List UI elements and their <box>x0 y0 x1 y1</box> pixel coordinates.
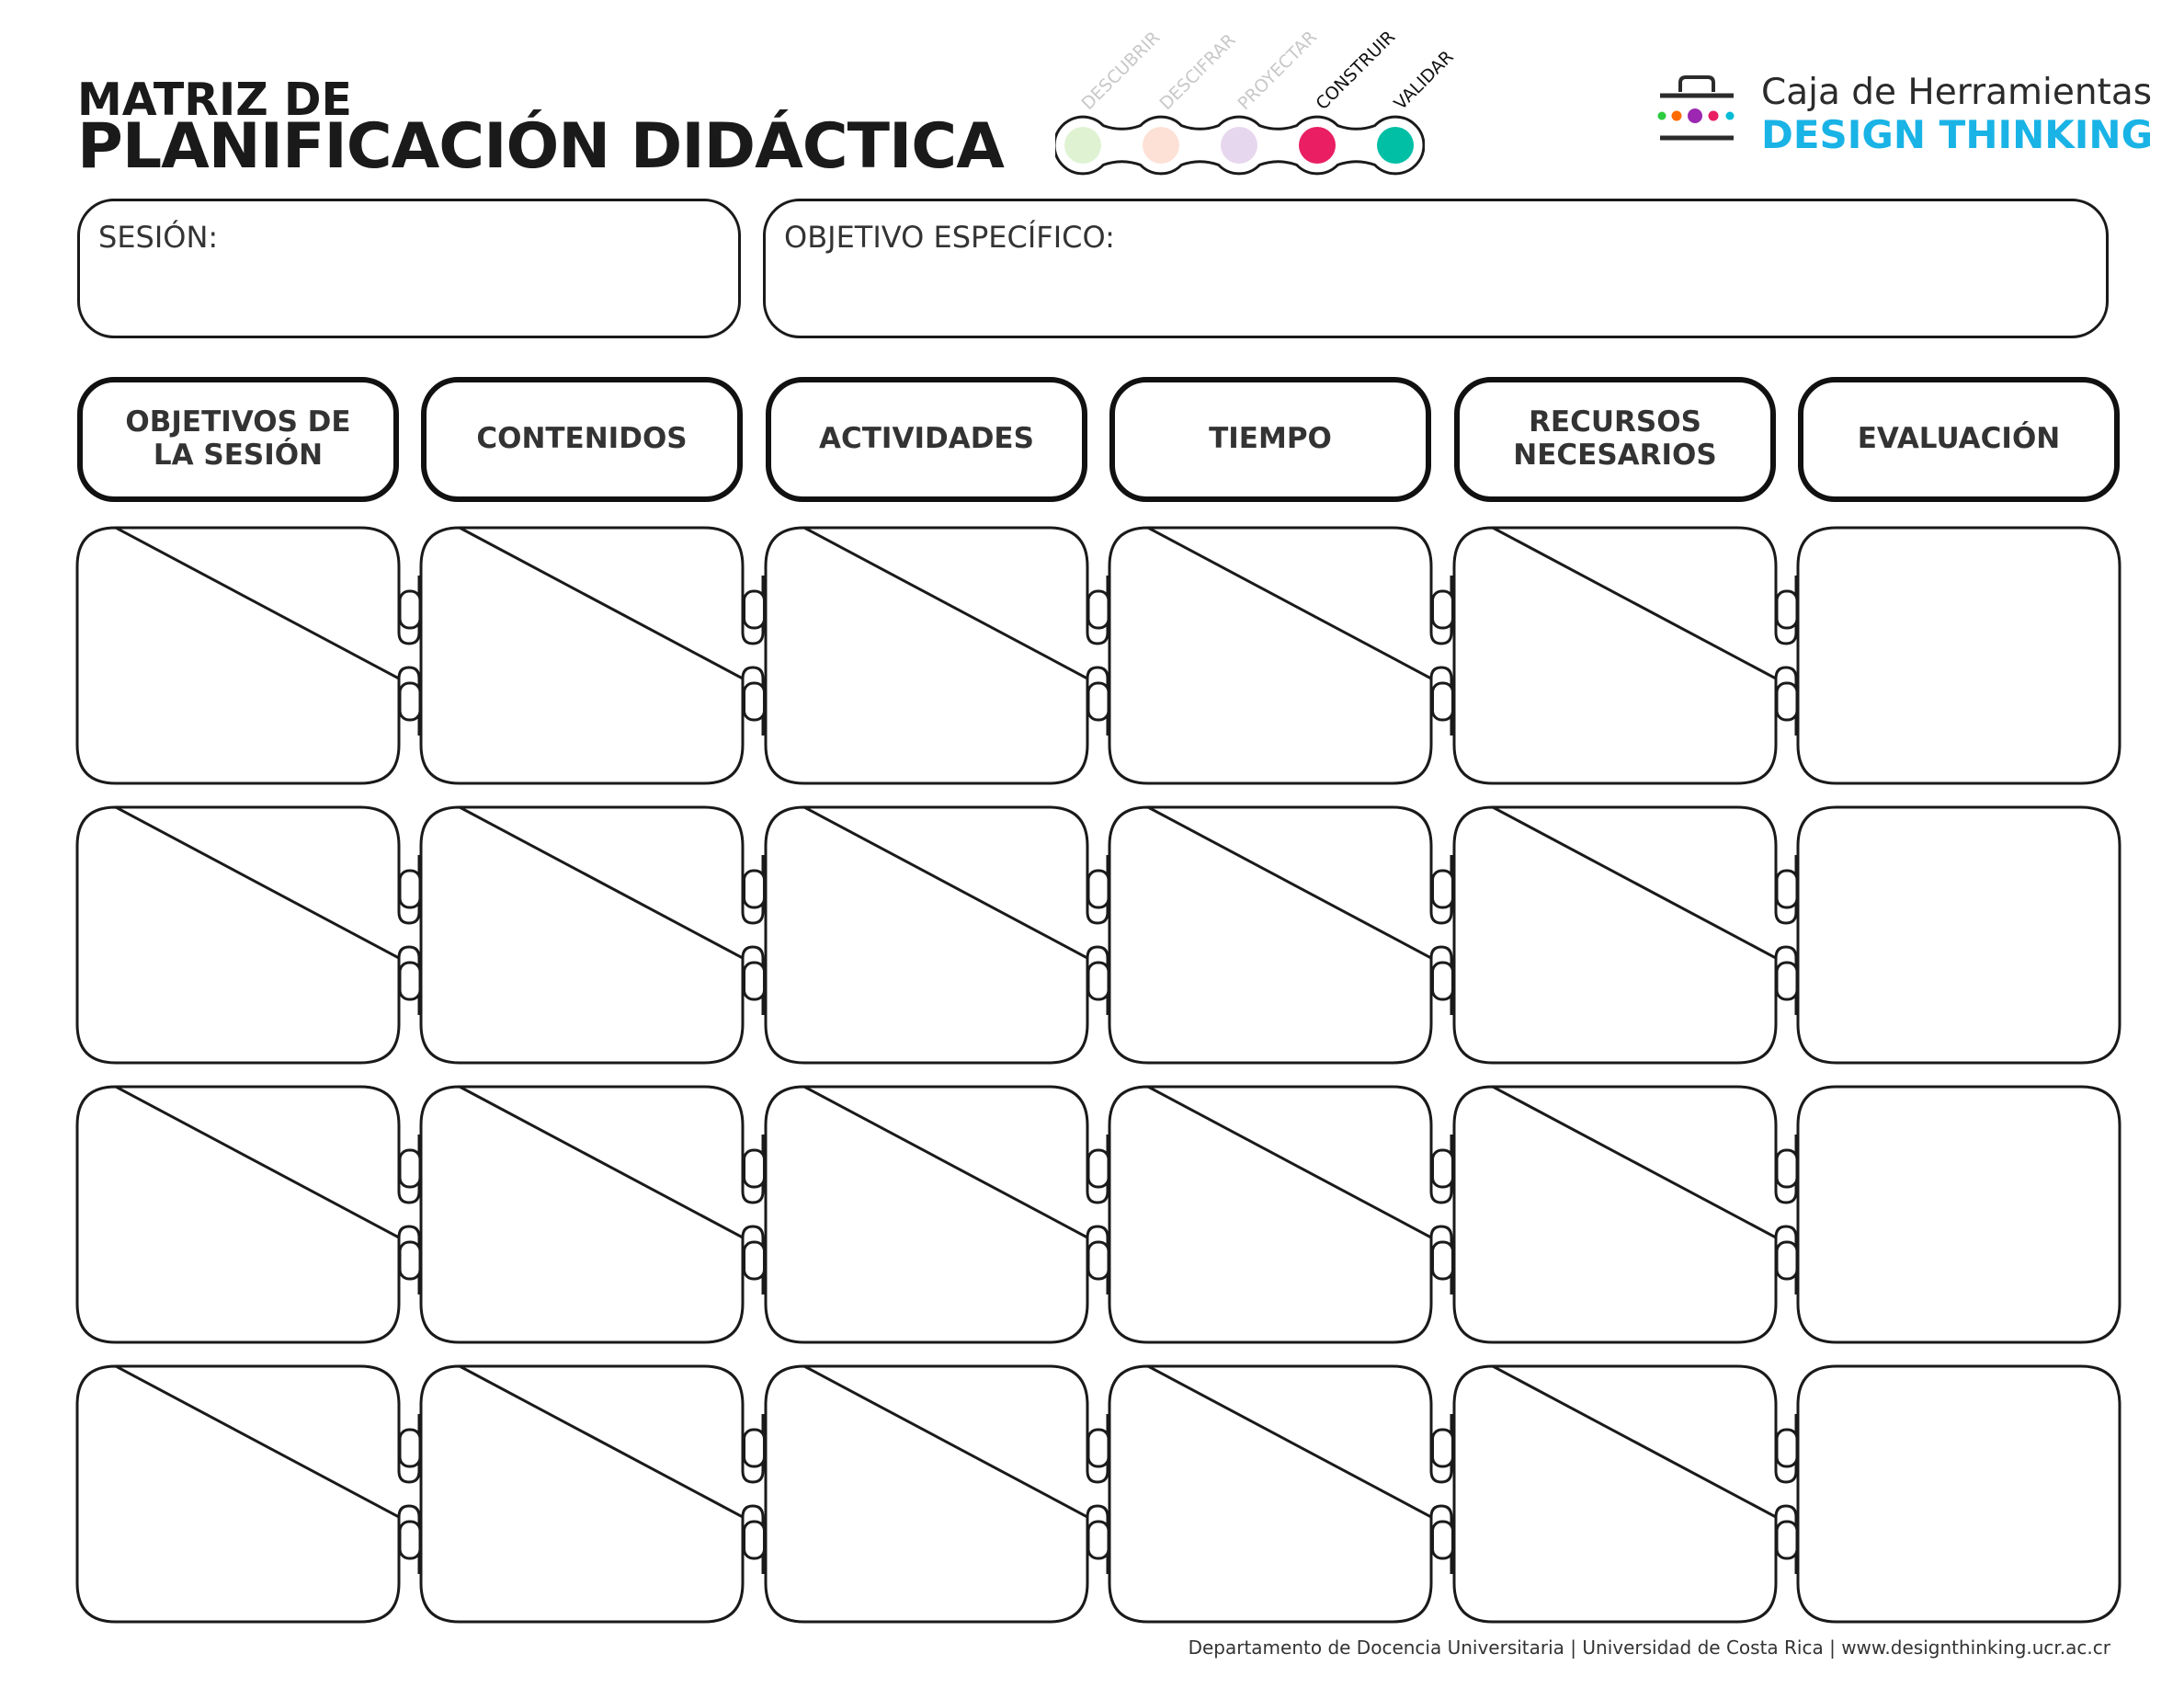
column-header-6: EVALUACIÓN <box>1798 377 2120 502</box>
cell-connector-tab <box>1433 591 1453 628</box>
cell-connector-tab <box>400 591 420 628</box>
cell-connector-tab <box>400 871 420 907</box>
cell-connector-tab <box>1777 1242 1797 1279</box>
cell-connector-tab <box>745 1522 765 1558</box>
grid-cell-r1-c5[interactable] <box>1454 528 1796 783</box>
objective-label: OBJETIVO ESPECÍFICO: <box>784 220 1115 255</box>
cell-connector-tab <box>745 871 765 907</box>
grid-cell-r4-c1[interactable] <box>77 1366 419 1622</box>
cell-connector-tab <box>1433 683 1453 720</box>
cell-connector-tab <box>1433 1242 1453 1279</box>
column-header-1: OBJETIVOS DE LA SESIÓN <box>77 377 399 502</box>
cell-connector-tab <box>1433 1150 1453 1187</box>
column-header-2: CONTENIDOS <box>421 377 743 502</box>
grid-cell-r1-c4[interactable] <box>1109 528 1451 783</box>
column-header-3: ACTIVIDADES <box>766 377 1087 502</box>
grid-cell-r4-c5[interactable] <box>1454 1366 1796 1622</box>
cell-connector-tab <box>1433 963 1453 999</box>
cell-connector-tab <box>1088 1242 1109 1279</box>
cell-connector-tab <box>1088 1522 1109 1558</box>
grid-cell-r3-c6[interactable] <box>1798 1087 2120 1342</box>
grid-cell-r3-c3[interactable] <box>766 1087 1108 1342</box>
cell-connector-tab <box>1777 591 1797 628</box>
cell-connector-tab <box>1088 1430 1109 1466</box>
grid-cell-r2-c1[interactable] <box>77 807 419 1063</box>
phase-label-validar: VALIDAR <box>1390 46 1458 114</box>
grid-cell-r3-c1[interactable] <box>77 1087 419 1342</box>
cell-connector-tab <box>1433 1430 1453 1466</box>
phase-label-construir: CONSTRUIR <box>1312 27 1400 114</box>
cell-connector-tab <box>1777 1150 1797 1187</box>
cell-connector-tab <box>1777 1522 1797 1558</box>
cell-connector-tab <box>1433 871 1453 907</box>
column-header-5: RECURSOS NECESARIOS <box>1454 377 1776 502</box>
cell-connector-tab <box>745 591 765 628</box>
cell-connector-tab <box>400 683 420 720</box>
cell-connector-tab <box>745 1150 765 1187</box>
cell-connector-tab <box>745 963 765 999</box>
grid-cell-r4-c4[interactable] <box>1109 1366 1451 1622</box>
phase-label-proyectar: PROYECTAR <box>1234 27 1322 114</box>
cell-connector-tab <box>1088 683 1109 720</box>
cell-connector-tab <box>1777 963 1797 999</box>
cell-connector-tab <box>400 1242 420 1279</box>
cell-connector-tab <box>400 963 420 999</box>
grid-cell-r3-c5[interactable] <box>1454 1087 1796 1342</box>
grid-cell-r2-c4[interactable] <box>1109 807 1451 1063</box>
footer: Departamento de Docencia Universitaria | Universidad de Costa Rica | www.designthinking.ucr.ac.cr <box>1188 1637 2110 1659</box>
cell-connector-tab <box>400 1522 420 1558</box>
cell-connector-tab <box>1777 871 1797 907</box>
grid-cell-r3-c4[interactable] <box>1109 1087 1451 1342</box>
logo-title: Caja de Herramientas <box>1761 72 2153 113</box>
cell-connector-tab <box>1433 1522 1453 1558</box>
cell-connector-tab <box>1777 683 1797 720</box>
cell-connector-tab <box>745 1242 765 1279</box>
phase-label-descifrar: DESCIFRAR <box>1155 29 1240 114</box>
cell-connector-tab <box>1777 1430 1797 1466</box>
page-title: PLANIFICACIÓN DIDÁCTICA <box>77 110 1004 183</box>
grid-cell-r1-c1[interactable] <box>77 528 419 783</box>
session-label: SESIÓN: <box>98 220 219 255</box>
cell-connector-tab <box>1088 871 1109 907</box>
cell-connector-tab <box>745 683 765 720</box>
cell-connector-tab <box>1088 963 1109 999</box>
grid-cell-r4-c2[interactable] <box>421 1366 763 1622</box>
logo-subtitle: DESIGN THINKING <box>1761 112 2154 157</box>
grid-cell-r2-c2[interactable] <box>421 807 763 1063</box>
grid-cell-r1-c3[interactable] <box>766 528 1108 783</box>
phase-label-descubrir: DESCUBRIR <box>1077 28 1165 114</box>
cell-connector-tab <box>1088 591 1109 628</box>
column-header-4: TIEMPO <box>1109 377 1431 502</box>
grid-cell-r1-c6[interactable] <box>1798 528 2120 783</box>
grid-cell-r3-c2[interactable] <box>421 1087 763 1342</box>
grid-cell-r2-c5[interactable] <box>1454 807 1796 1063</box>
title-line1: MATRIZ DE <box>77 74 353 126</box>
grid-cell-r4-c3[interactable] <box>766 1366 1108 1622</box>
grid-cell-r2-c3[interactable] <box>766 807 1108 1063</box>
grid-cell-r2-c6[interactable] <box>1798 807 2120 1063</box>
cell-connector-tab <box>400 1150 420 1187</box>
grid-cell-r1-c2[interactable] <box>421 528 763 783</box>
cell-connector-tab <box>1088 1150 1109 1187</box>
cell-connector-tab <box>745 1430 765 1466</box>
cell-connector-tab <box>400 1430 420 1466</box>
grid-cell-r4-c6[interactable] <box>1798 1366 2120 1622</box>
